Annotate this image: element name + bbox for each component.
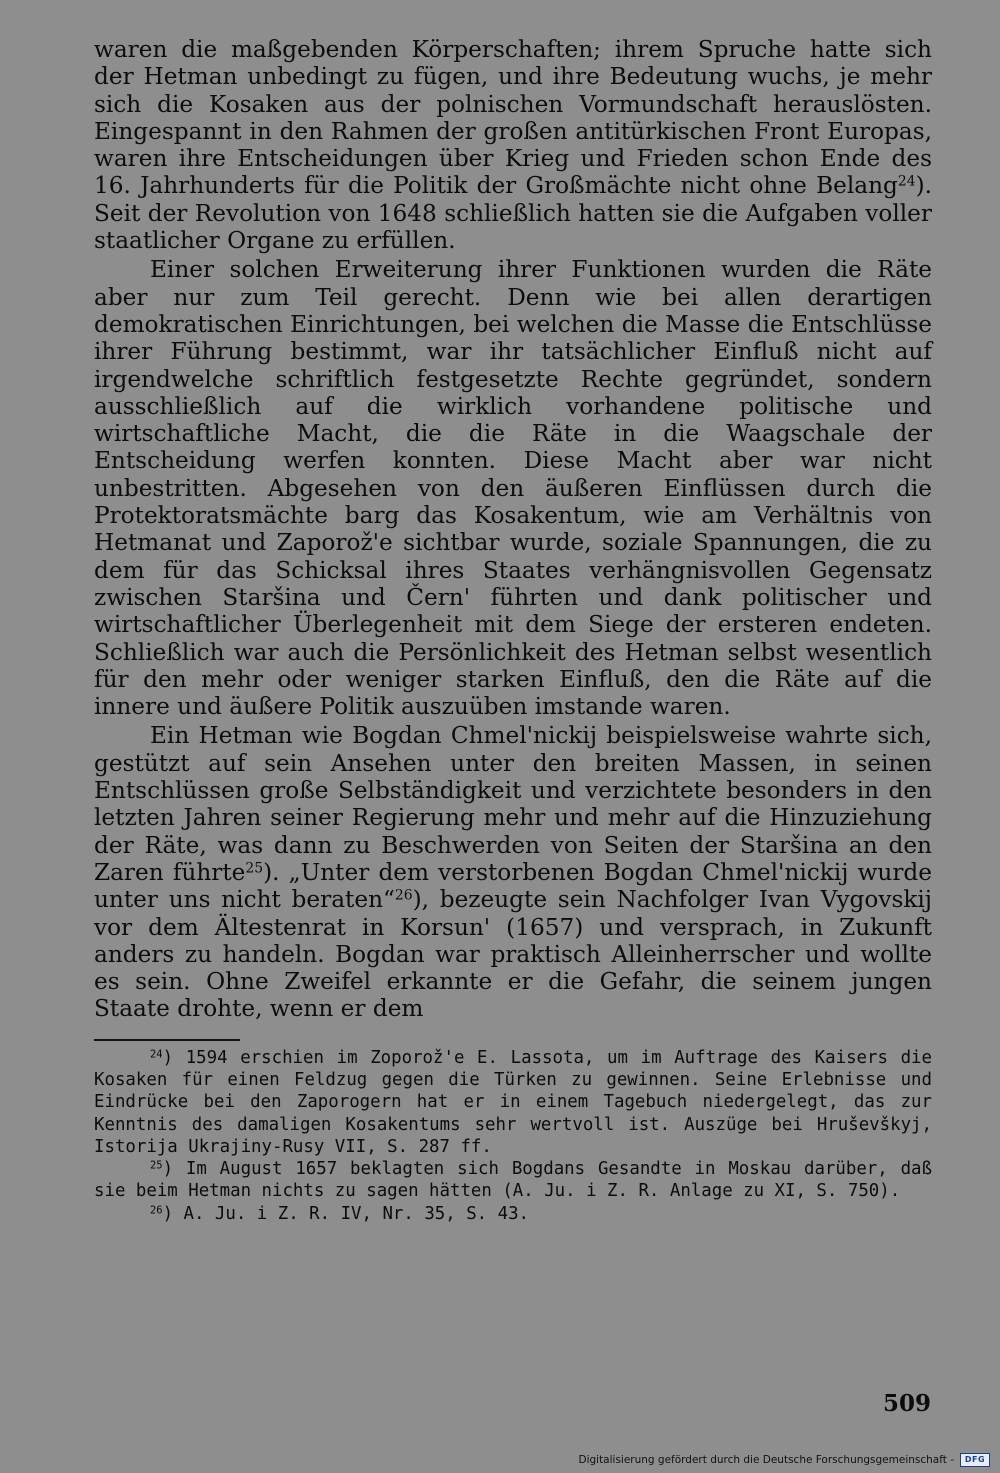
paragraph-1 <box>94 36 932 254</box>
footnote-text: ) Im August 1657 beklagten sich Bogdans Gesandte in Moskau darüber, daß sie beim Hetman nichts zu sagen hätten (A. Ju. i Z. R. Anlage zu XI, S. 750). <box>94 1159 932 1202</box>
paragraph-1-tail: ). Seit der Revolution von 1648 schließlich hatten sie die Aufgaben voller staatlicher Organe zu erfüllen. <box>94 172 932 255</box>
paragraph-1-text: waren die maßgebenden Körperschaften; ihrem Spruche hatte sich der Hetman unbedingt zu fügen, und ihre Bedeutung wuchs, je mehr sich die Kosaken aus der polnischen Vormundschaft herauslösten. Eingespannt in den Rahmen der großen antitürkischen Front Europas, waren ihre Entscheidungen über Krieg und Frieden schon Ende des 16. Jahrhunderts für die Politik der Großmächte nicht ohne Belang <box>94 36 932 200</box>
footnote-26 <box>94 1203 932 1225</box>
footnote-ref-25[interactable]: 25 <box>245 860 264 877</box>
footnote-ref-26[interactable]: 26 <box>394 887 413 904</box>
book-page <box>94 36 932 1225</box>
funding-notice-text: Digitalisierung gefördert durch die Deutsche Forschungsgemeinschaft - <box>578 1454 954 1466</box>
footnote-ref-24[interactable]: 24 <box>897 173 916 190</box>
footnote-number: 26 <box>150 1204 163 1217</box>
paragraph-3-quote: ). „Unter dem verstorbenen Bogdan Chmel'nickij wurde unter uns nicht beraten“ <box>94 858 932 914</box>
paragraph-3 <box>94 722 932 1022</box>
footnote-text: ) 1594 erschien im Zoporož'e E. Lassota, um im Auftrage des Kaisers die Kosaken für einen Feldzug gegen die Türken zu gewinnen. Seine Erlebnisse und Eindrücke bei den Zaporogern hat er in einem Tagebuch niedergelegt, das zur Kenntnis des damaligen Kosakentums sehr wertvoll ist. Auszüge bei Hruševškyj, Istorija Ukrajiny-Rusy VII, S. 287 ff. <box>94 1047 932 1157</box>
footnote-text: ) A. Ju. i Z. R. IV, Nr. 35, S. 43. <box>162 1203 530 1224</box>
footnotes <box>94 1047 932 1225</box>
footnote-number: 24 <box>150 1047 163 1060</box>
footnote-number: 25 <box>150 1159 163 1172</box>
footnote-25 <box>94 1158 932 1203</box>
dfg-logo-icon[interactable]: DFG <box>960 1453 990 1467</box>
body-text <box>94 36 932 1023</box>
footnote-24 <box>94 1047 932 1158</box>
funding-notice <box>578 1453 990 1467</box>
paragraph-2: Einer solchen Erweiterung ihrer Funktionen wurden die Räte aber nur zum Teil gerecht. Denn wie bei allen derartigen demokratischen Einrichtungen, bei welchen die Masse die Entschlüsse ihrer Führung bestimmt, war ihr tatsächlicher Einfluß nicht auf irgendwelche schriftlich festgesetzte Rechte gegründet, sondern ausschließlich auf die wirklich vorhandene politische und wirtschaftliche Macht, die die Räte in die Waagschale der Entscheidung werfen konnten. Diese Macht aber war nicht unbestritten. Abgesehen von den äußeren Einflüssen durch die Protektoratsmächte barg das Kosakentum, wie am Verhältnis von Hetmanat und Zaporož'e sichtbar wurde, soziale Spannungen, die zu dem für das Schicksal ihres Staates verhängnisvollen Gegensatz zwischen Staršina und Čern' führten und dank politischer und wirtschaftlicher Überlegenheit mit dem Siege der ersteren endeten. Schließlich war auch die Persönlichkeit des Hetman selbst wesentlich für den mehr oder weniger starken Einfluß, den die Räte auf die innere und äußere Politik auszuüben imstande waren. <box>94 256 932 721</box>
paragraph-3-tail: ), bezeugte sein Nachfolger Ivan Vygovskij vor dem Ältestenrat in Korsun' (1657) und versprach, in Zukunft anders zu handeln. Bogdan war praktisch Alleinherrscher und wollte es sein. Ohne Zweifel erkannte er die Gefahr, die seinem jungen Staate drohte, wenn er dem <box>94 886 932 1023</box>
page-number: 509 <box>883 1390 932 1417</box>
footnote-separator <box>94 1039 240 1041</box>
paragraph-3-text: Ein Hetman wie Bogdan Chmel'nickij beispielsweise wahrte sich, gestützt auf sein Ansehen unter den breiten Massen, in seinen Entschlüssen große Selbständigkeit und verzichtete besonders in den letzten Jahren seiner Regierung mehr und mehr auf die Hinzuziehung der Räte, was dann zu Beschwerden von Seiten der Staršina an den Zaren führte <box>94 722 932 886</box>
